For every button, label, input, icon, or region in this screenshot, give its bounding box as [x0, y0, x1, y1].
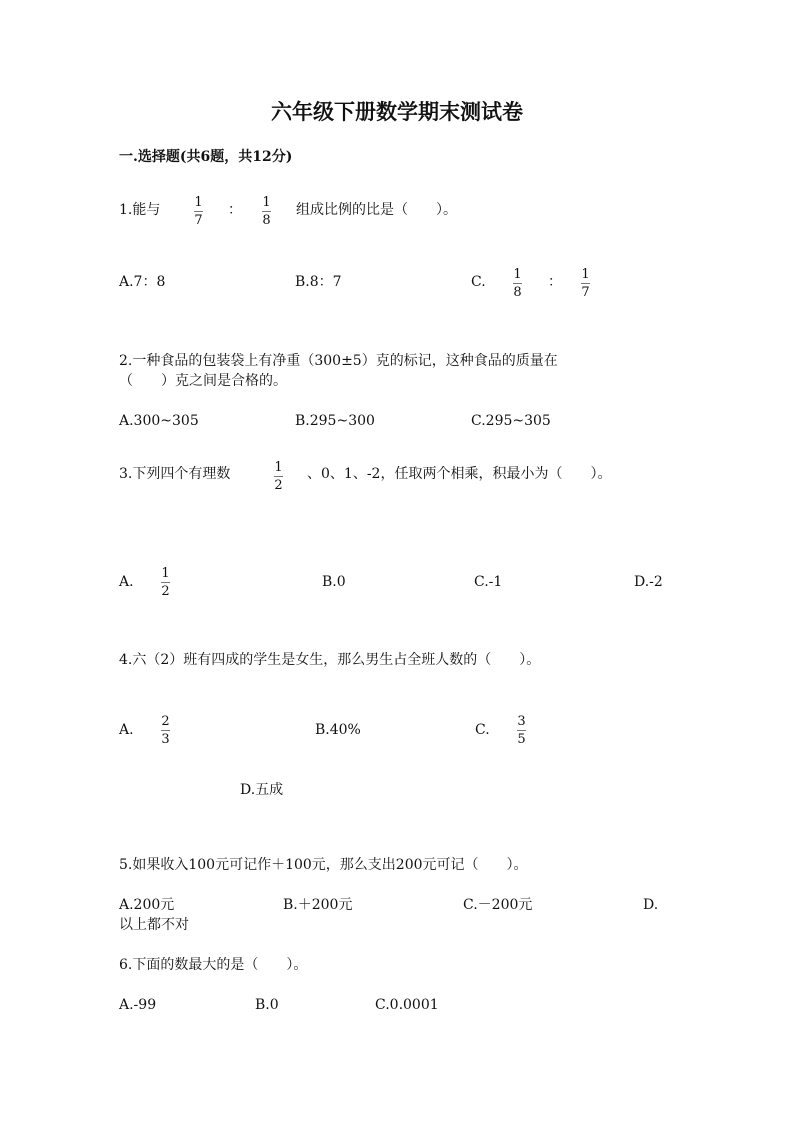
fraction-bar — [274, 476, 283, 477]
question-2-line-2: （ ）克之间是合格的。 — [119, 373, 287, 389]
option-c: C.－200元 — [463, 897, 533, 913]
denominator: 7 — [581, 285, 590, 300]
option-b: B.8：7 — [295, 274, 342, 290]
numerator: 2 — [161, 714, 170, 729]
option-d-text: 以上都不对 — [119, 917, 189, 933]
denominator: 2 — [161, 584, 170, 599]
question-1-prefix: 1.能与 — [119, 202, 161, 218]
fraction-bar — [262, 211, 271, 212]
option-a: A.300~305 — [119, 413, 199, 429]
denominator: 3 — [161, 732, 170, 747]
fraction-one-seventh — [194, 195, 203, 228]
option-b: B.40% — [315, 722, 361, 738]
question-3-prefix: 3.下列四个有理数 — [119, 466, 231, 482]
numerator: 1 — [274, 460, 283, 475]
numerator: 1 — [194, 195, 203, 210]
denominator: 8 — [262, 213, 271, 228]
option-a-label: A. — [119, 574, 134, 590]
denominator: 2 — [274, 478, 283, 493]
option-c-label: C. — [471, 274, 486, 290]
option-b: B.295~300 — [295, 413, 375, 429]
option-b: B.＋200元 — [283, 897, 353, 913]
option-d-label: D. — [643, 897, 659, 913]
fraction-one-eighth — [262, 195, 271, 228]
denominator: 8 — [513, 285, 522, 300]
option-c: C.0.0001 — [375, 997, 439, 1013]
option-c: C.295~305 — [471, 413, 551, 429]
fraction-one-half — [274, 460, 283, 493]
option-a-label: A. — [119, 722, 134, 738]
fraction-bar — [161, 730, 170, 731]
denominator: 5 — [517, 732, 526, 747]
fraction-three-fifths — [517, 714, 526, 747]
fraction-bar — [581, 283, 590, 284]
option-d: D.-2 — [634, 574, 663, 590]
option-b: B.0 — [322, 574, 346, 590]
denominator: 7 — [194, 213, 203, 228]
fraction-one-eighth — [513, 267, 522, 300]
option-a: A.200元 — [119, 897, 175, 913]
fraction-one-half — [161, 566, 170, 599]
numerator: 1 — [581, 267, 590, 282]
question-3-suffix: 、0、1、-2，任取两个相乘，积最小为（ ）。 — [307, 466, 612, 482]
option-a: A.-99 — [119, 997, 157, 1013]
question-2-line-1: 2.一种食品的包装袋上有净重（300±5）克的标记，这种食品的质量在 — [119, 353, 558, 369]
numerator: 1 — [161, 566, 170, 581]
option-b: B.0 — [255, 997, 279, 1013]
numerator: 1 — [513, 267, 522, 282]
option-d: D.五成 — [240, 782, 284, 798]
page-title: 六年级下册数学期末测试卷 — [271, 99, 523, 124]
section-heading: 一.选择题(共6题，共12分) — [119, 149, 293, 165]
question-6-text: 6.下面的数最大的是（ ）。 — [119, 957, 308, 973]
question-5-text: 5.如果收入100元可记作＋100元，那么支出200元可记（ ）。 — [119, 857, 528, 873]
ratio-colon: ： — [228, 202, 242, 218]
fraction-two-thirds — [161, 714, 170, 747]
fraction-one-seventh — [581, 267, 590, 300]
fraction-bar — [161, 582, 170, 583]
numerator: 3 — [517, 714, 526, 729]
question-1-suffix: 组成比例的比是（ ）。 — [296, 202, 457, 218]
question-4-text: 4.六（2）班有四成的学生是女生，那么男生占全班人数的（ ）。 — [119, 652, 541, 668]
numerator: 1 — [262, 195, 271, 210]
fraction-bar — [517, 730, 526, 731]
option-a: A.7：8 — [119, 274, 166, 290]
fraction-bar — [194, 211, 203, 212]
ratio-colon: ： — [548, 274, 562, 290]
option-c-label: C. — [475, 722, 490, 738]
fraction-bar — [513, 283, 522, 284]
option-c: C.-1 — [474, 574, 503, 590]
